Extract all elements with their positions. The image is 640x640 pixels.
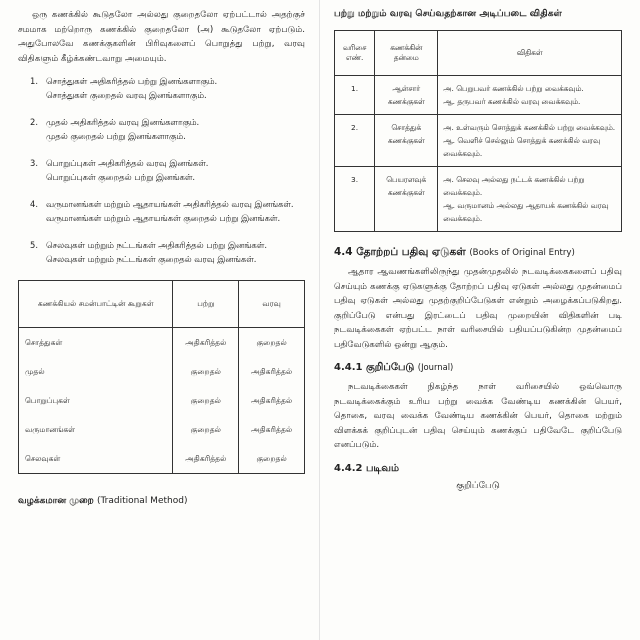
list-item: 3. பொறுப்புகள் அதிகரித்தல் வரவு இனங்கள். பொறுப்புகள் குறைதல் பற்று இனங்கள். [30,158,209,182]
column-header: கணக்கியல் சமன்பாட்டின் கூறுகள் [19,281,173,328]
column-header: வரவு [239,281,305,328]
table-row: செலவுகள் அதிகரித்தல் குறைதல் [19,444,305,474]
table-row: பொறுப்புகள் குறைதல் அதிகரித்தல் [19,386,305,415]
list-item: 5. செலவுகள் மற்றும் நட்டங்கள் அதிகரித்தல் பற்று இனங்கள். செலவுகள் மற்றும் நட்டங்கள் குறைதல் வரவு இனங்கள். [30,240,268,264]
table-row: சொத்துகள் அதிகரித்தல் குறைதல் [19,328,305,358]
column-header: கணக்கின் தன்மை [375,31,438,76]
journal-caption: குறிப்பேடு [456,480,500,491]
column-header: பற்று [173,281,239,328]
right-page [320,0,640,640]
subsection-heading-journal: 4.4.1 குறிப்பேடு (Journal) [334,362,454,373]
table-row: முதல் குறைதல் அதிகரித்தல் [19,357,305,386]
list-item: 4. வருமானங்கள் மற்றும் ஆதாயங்கள் அதிகரித்தல் வரவு இனங்கள். வருமானங்கள் மற்றும் ஆதாயங்கள் குறைதல் பற்று இனங்கள். [30,199,294,223]
rules-list [18,74,305,266]
subsection-heading-format: 4.4.2 படிவம் [334,462,399,474]
column-header: விதிகள் [438,31,622,76]
list-item: 2. முதல் அதிகரித்தல் வரவு இனங்களாகும். முதல் குறைதல் பற்று இனங்களாகும். [30,117,200,141]
basic-rules-table [334,30,622,232]
table-header-row [19,281,305,328]
journal-paragraph: நடவடிக்கைகள் நிகழ்ந்த நாள் வரிசையில் ஒவ்வொரு நடவடிக்கைக்கும் உரிய பற்று வைக்க வேண்டிய கணக்கின் பெயர், தொகை, வரவு வைக்க வேண்டிய கணக்கின் பெயர், தொகை மற்றும் விளக்கக் குறிப்புடன் பதிவு செய்யும் கணக்குப் பதிவேடே குறிப்பேடு எனப்படும். [334,382,622,450]
equation-elements-table [18,280,305,474]
table-row: 1. ஆள்சார் கணக்குகள் அ. பெறுபவர் கணக்கில் பற்று வைக்கவும். ஆ. தருபவர் கணக்கில் வரவு வைக்கவும். [335,76,622,115]
traditional-method-heading: வழக்கமான முறை (Traditional Method) [18,496,188,506]
table-header-row [335,31,622,76]
section-paragraph: ஆதார ஆவணங்களிலிருந்து முதன்முதலில் நடவடிக்கைகளைப் பதிவு செய்யும் கணக்கு ஏடுகளுக்கு தோற்றப் பதிவு ஏடுகள் அல்லது முதன்மைப் பதிவு ஏடுகள் அல்லது முதற்குறிப்பேடுகள் என்றும் அழைக்கப்படுகிறது. குறிப்பேடு என்பது இரட்டைப் பதிவு முறையின் விதிகளின் படி நடவடிக்கைகள் ஏற்பட்ட நாள் வரிசையில் பதியப்படுகின்ற முதன்மைப் பதிவேடுகளில் ஒன்று ஆகும். [334,267,622,350]
table-row: வருமானங்கள் குறைதல் அதிகரித்தல் [19,415,305,444]
rules-table-title: பற்று மற்றும் வரவு செய்வதற்கான அடிப்படை விதிகள் [334,8,562,19]
intro-paragraph: ஒரு கணக்கில் கூடுதலோ அல்லது குறைதலோ ஏற்பட்டால் அதற்குச் சமமாக மற்றொரு கணக்கில் குறைதலோ (அ) கூடுதலோ ஏற்படும். அதுபோலவே கணக்குகளின் பிரிவுகளைப் பொறுத்து பற்று, வரவு விதிகளும் கீழ்க்கண்டவாறு அமையும். [18,10,305,64]
list-item: 1. சொத்துகள் அதிகரித்தல் பற்று இனங்களாகும். சொத்துகள் குறைதல் வரவு இனங்களாகும். [30,76,218,100]
table-row: 3. பெயரளவுக் கணக்குகள் அ. செலவு அல்லது நட்டக் கணக்கில் பற்று வைக்கவும். ஆ. வருமானம் அல்லது ஆதாயக் கணக்கில் வரவு வைக்கவும். [335,167,622,232]
column-header: வரிசை எண். [335,31,375,76]
table-row: 2. சொத்துக் கணக்குகள் அ. உள்வரும் சொத்துக் கணக்கில் பற்று வைக்கவும். ஆ. வெளிச் செல்லும் சொத்துக் கணக்கில் வரவு வைக்கவும். [335,115,622,167]
section-heading: 4.4 தோற்றப் பதிவு ஏடுகள் (Books of Original Entry) [334,246,575,258]
